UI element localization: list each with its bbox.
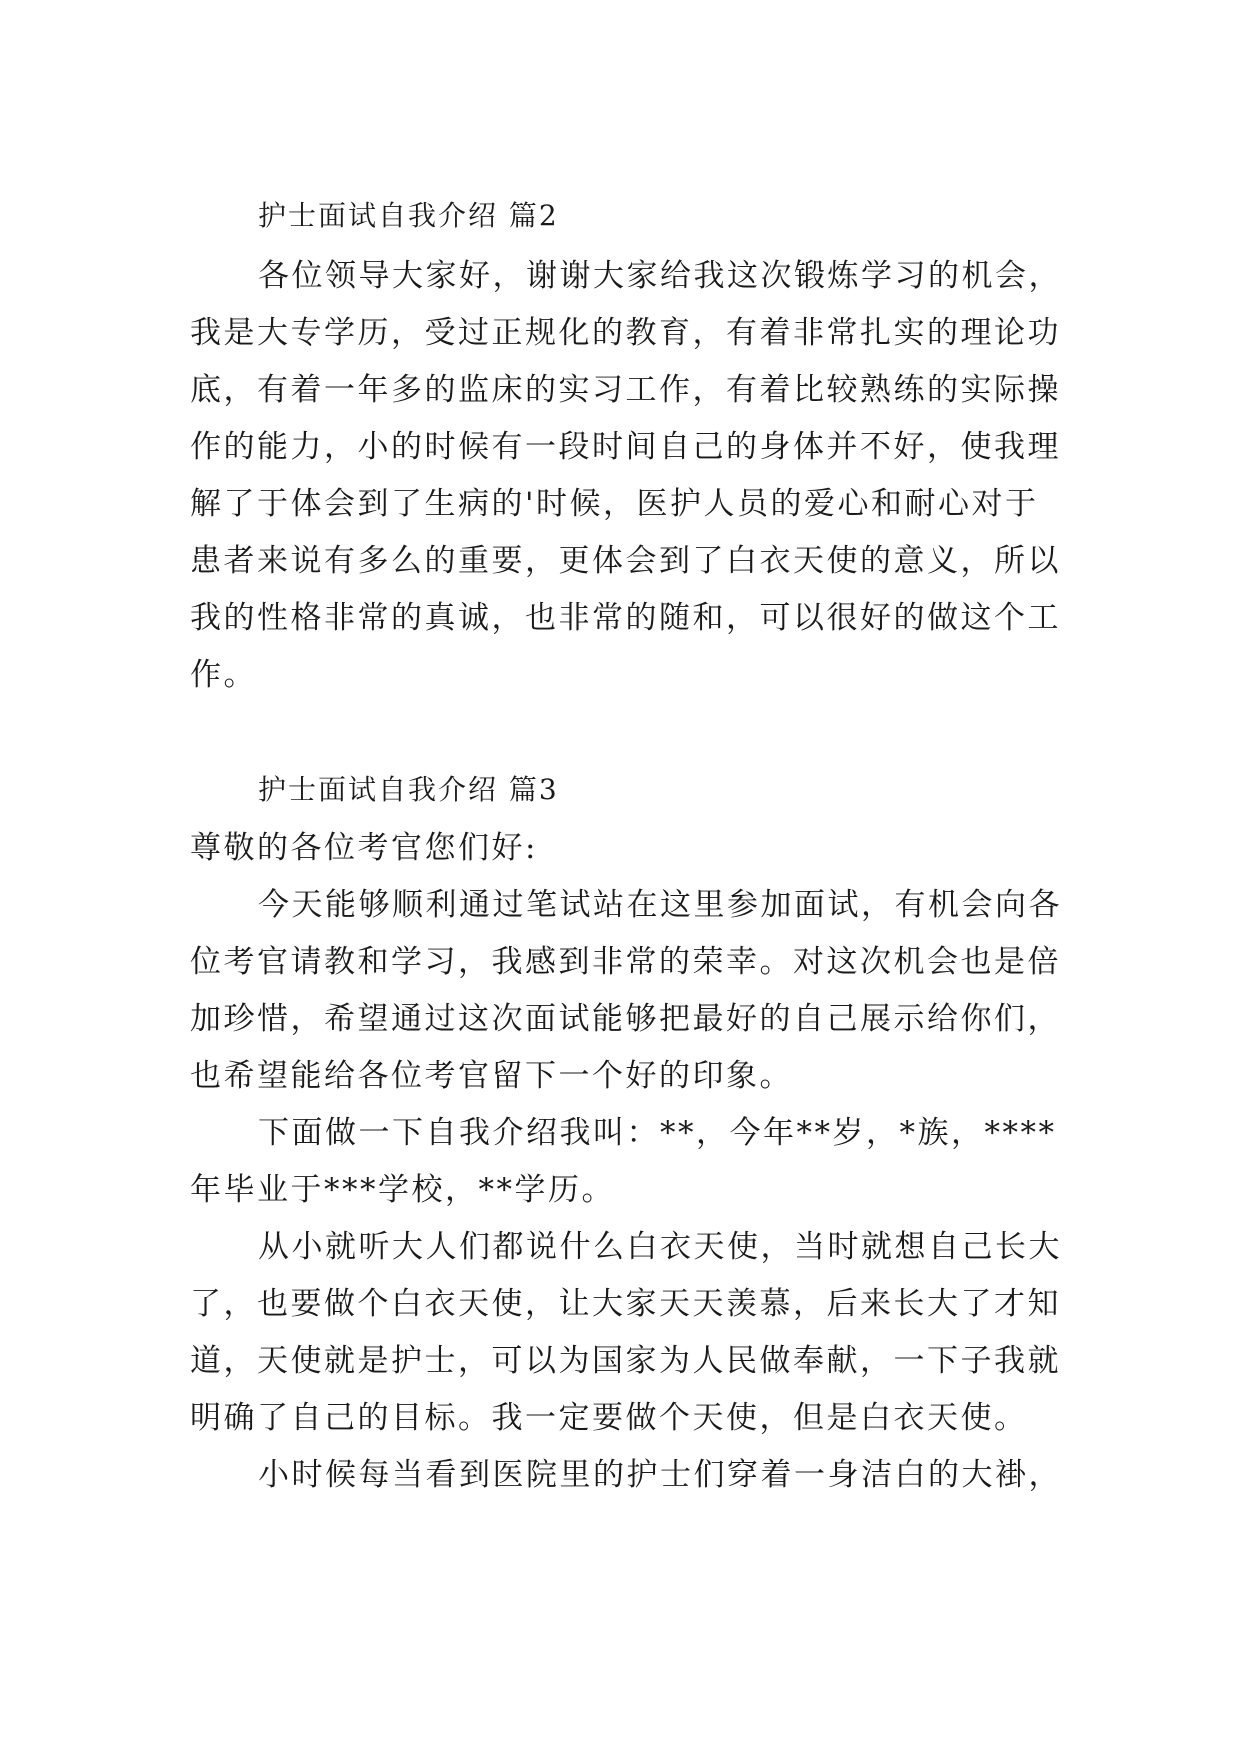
section-3-line-12: 小时候每当看到医院里的护士们穿着一身洁白的大褂， bbox=[258, 1457, 1062, 1493]
section-2-line-7: 我的性格非常的真诚，也非常的随和，可以很好的做这个工 bbox=[190, 600, 1061, 636]
section-2-line-1: 各位领导大家好，谢谢大家给我这次锻炼学习的机会， bbox=[258, 258, 1062, 294]
section-3-line-11: 明确了自己的目标。我一定要做个天使，但是白衣天使。 bbox=[190, 1400, 1028, 1436]
section-2-line-8: 作。 bbox=[190, 657, 257, 693]
salutation: 尊敬的各位考官您们好: bbox=[190, 830, 538, 866]
section-3-heading: 护士面试自我介绍 篇3 bbox=[258, 773, 559, 806]
section-2-heading: 护士面试自我介绍 篇2 bbox=[258, 199, 559, 232]
section-3-line-6: 下面做一下自我介绍我叫：**，今年**岁，*族，**** bbox=[258, 1115, 1057, 1151]
section-3-line-4: 加珍惜，希望通过这次面试能够把最好的自己展示给你们， bbox=[190, 1001, 1061, 1037]
section-2-line-4: 作的能力，小的时候有一段时间自己的身体并不好，使我理 bbox=[190, 429, 1061, 465]
section-3-line-9: 了，也要做个白衣天使，让大家天天羡慕，后来长大了才知 bbox=[190, 1286, 1061, 1322]
section-2-line-2: 我是大专学历，受过正规化的教育，有着非常扎实的理论功 bbox=[190, 315, 1061, 351]
section-3-line-7: 年毕业于***学校，**学历。 bbox=[190, 1172, 615, 1208]
section-2-line-6: 患者来说有多么的重要，更体会到了白衣天使的意义，所以 bbox=[190, 543, 1061, 579]
section-2-line-3: 底，有着一年多的监床的实习工作，有着比较熟练的实际操 bbox=[190, 372, 1061, 408]
section-3-line-8: 从小就听大人们都说什么白衣天使，当时就想自己长大 bbox=[258, 1229, 1062, 1265]
section-3-line-3: 位考官请教和学习，我感到非常的荣幸。对这次机会也是倍 bbox=[190, 944, 1061, 980]
section-3-line-10: 道，天使就是护士，可以为国家为人民做奉献，一下子我就 bbox=[190, 1343, 1061, 1379]
section-3-line-2: 今天能够顺利通过笔试站在这里参加面试，有机会向各 bbox=[258, 887, 1062, 923]
section-3-line-5: 也希望能给各位考官留下一个好的印象。 bbox=[190, 1058, 793, 1094]
section-2-line-5: 解了于体会到了生病的'时候，医护人员的爱心和耐心对于 bbox=[190, 486, 1039, 522]
